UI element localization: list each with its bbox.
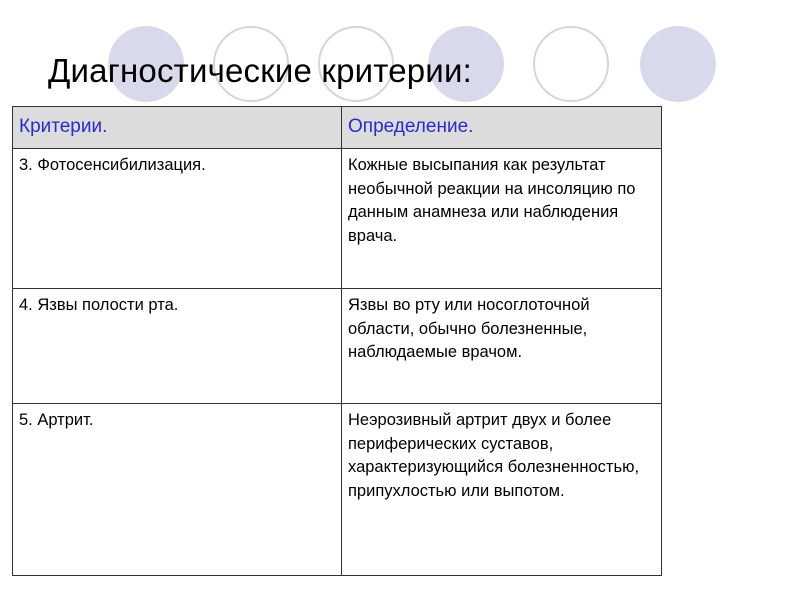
decor-circle-5 bbox=[533, 26, 609, 102]
header-criteria: Критерии. bbox=[13, 107, 342, 149]
criterion-cell: 4. Язвы полости рта. bbox=[13, 289, 342, 404]
criterion-cell: 3. Фотосенсибилизация. bbox=[13, 149, 342, 289]
table-row bbox=[13, 404, 662, 576]
definition-cell: Язвы во рту или носоглоточной области, обычно болезненные, наблюдаемые врачом. bbox=[342, 289, 662, 404]
slide-title: Диагностические критерии: bbox=[48, 52, 472, 89]
criterion-cell: 5. Артрит. bbox=[13, 404, 342, 576]
header-definition: Определение. bbox=[342, 107, 662, 149]
definition-cell: Неэрозивный артрит двух и более периферических суставов, характеризующийся болезненностью, припухлостью или выпотом. bbox=[342, 404, 662, 576]
table-header-row bbox=[13, 107, 662, 149]
table-row bbox=[13, 289, 662, 404]
table-row bbox=[13, 149, 662, 289]
decor-circle-6 bbox=[640, 26, 716, 102]
definition-cell: Кожные высыпания как результат необычной реакции на инсоляцию по данным анамнеза или наблюдения врача. bbox=[342, 149, 662, 289]
criteria-table bbox=[12, 106, 662, 576]
